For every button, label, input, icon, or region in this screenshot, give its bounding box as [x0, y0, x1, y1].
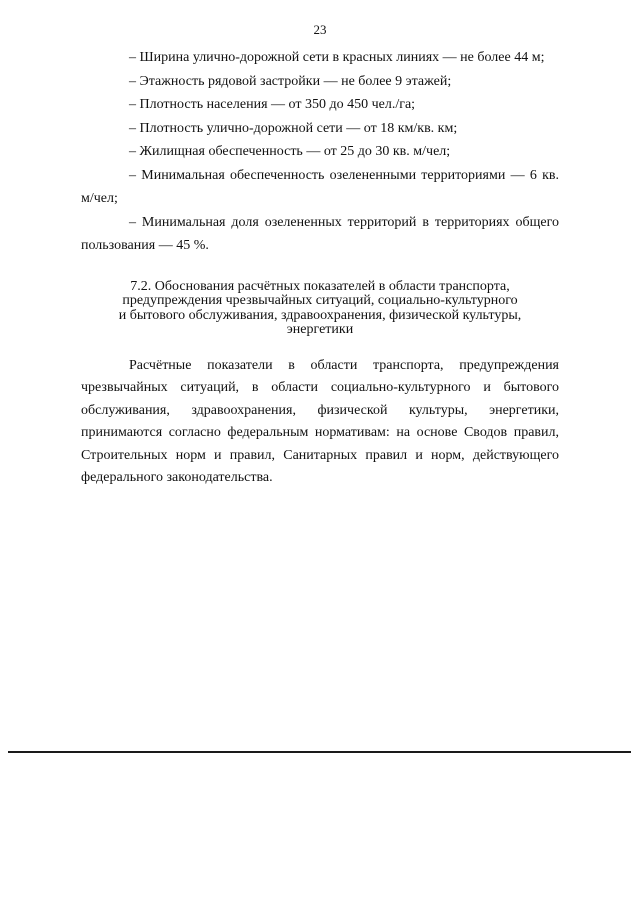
section-heading-line: 7.2. Обоснования расчётных показателей в области транспорта,	[130, 278, 510, 294]
list-item-street-network-density: – Плотность улично-дорожной сети — от 18 км/кв. км;	[129, 120, 458, 136]
list-item-green-area-provision: – Минимальная обеспеченность озелененными территориями — 6 кв. м/чел;	[81, 167, 559, 206]
section-heading-line: предупреждения чрезвычайных ситуаций, социально-культурного	[122, 293, 518, 308]
list-item-green-area-share: – Минимальная доля озелененных территорий в территориях общего пользования — 45 %.	[81, 214, 559, 253]
document-body	[81, 46, 559, 490]
list-item-housing-provision: – Жилищная обеспеченность — от 25 до 30 кв. м/чел;	[129, 144, 451, 159]
list-item-street-network-width: – Ширина улично-дорожной сети в красных линиях — не более 44 м;	[129, 50, 545, 65]
section-heading-line: и бытового обслуживания, здравоохранения, физической культуры,	[118, 307, 522, 323]
section-heading	[81, 280, 559, 338]
list-item-building-storeys: – Этажность рядовой застройки — не более 9 этажей;	[129, 73, 452, 89]
bottom-divider	[8, 751, 631, 753]
page-number: 23	[313, 22, 327, 37]
list-item-population-density: – Плотность населения — от 350 до 450 чел./га;	[129, 97, 416, 112]
body-paragraph: Расчётные показатели в области транспорта, предупреждения чрезвычайных ситуаций, в области социально-культурного и бытового обслуживания, здравоохранения, физической культуры, энергетики, принимаются согласно федеральным нормативам: на основе Сводов правил, Строительных норм и правил, Санитарных правил и норм, действующего федерального законодательства.	[81, 357, 559, 485]
section-heading-line: энергетики	[286, 322, 354, 337]
indicator-list	[81, 46, 559, 258]
